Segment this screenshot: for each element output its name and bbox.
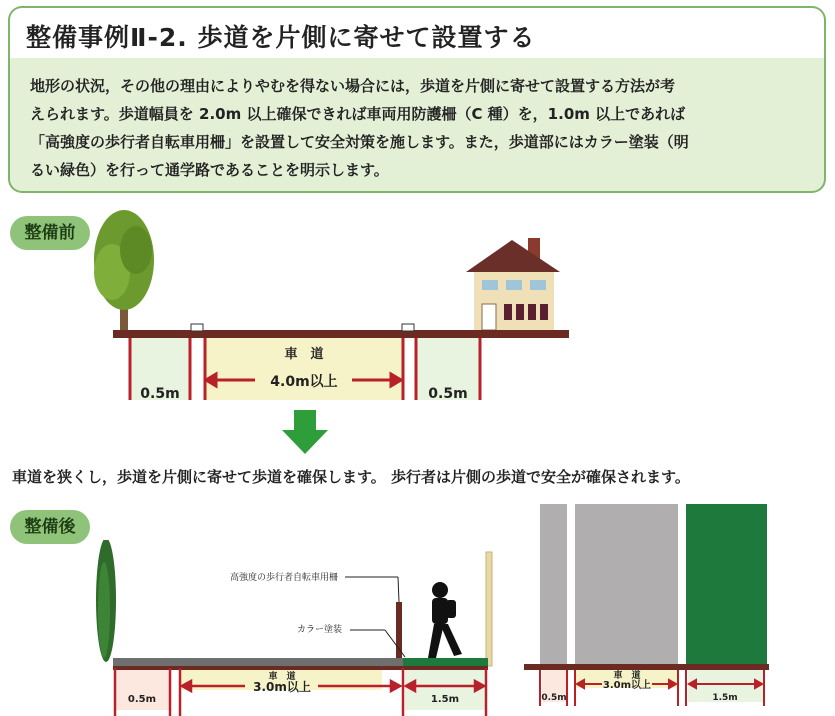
paint-callout-label: カラー塗装 (297, 625, 343, 635)
after-diagram (0, 540, 520, 716)
tree-icon (94, 210, 154, 335)
plan-diagram (520, 500, 820, 710)
dim-right-before: 0.5m (428, 386, 468, 402)
plan-dim-center: 3.0m以上 (602, 680, 652, 691)
plan-dim-left: 0.5m (541, 693, 567, 703)
dim-left-after: 0.5m (127, 694, 157, 705)
description-line: 地形の状況，その他の理由によりやむを得ない場合には，歩道を片側に寄せて設置する方法が考 (30, 77, 676, 95)
dim-center-before: 4.0m以上 (270, 374, 338, 390)
dim-right-after: 1.5m (430, 694, 460, 705)
transition-caption: 車道を狭くし，歩道を片側に寄せて歩道を確保します。 歩行者は片側の歩道で安全が確保されます。 (12, 468, 690, 486)
before-diagram (0, 200, 835, 410)
tree-icon (96, 540, 116, 662)
dim-center-after: 3.0m以上 (253, 680, 311, 694)
road-label-before: 車 道 (284, 347, 324, 362)
road-surface-gray (113, 658, 403, 666)
description-line: 「高強度の歩行者自転車用柵」を設置して安全対策を施します。また，歩道部にはカラー塗装（明 (30, 133, 689, 151)
pedestrian-child-icon (428, 582, 462, 658)
plan-road-gray (575, 504, 678, 664)
page-title: 整備事例Ⅱ-2. 歩道を片側に寄せて設置する (26, 23, 536, 52)
badge-before: 整備前 (10, 216, 90, 250)
description-line: るい緑色）を行って通学路であることを明示します。 (30, 161, 389, 179)
fence-callout-label: 高強度の歩行者自転車用柵 (230, 573, 339, 583)
house-icon (466, 238, 560, 330)
dim-left-before: 0.5m (140, 386, 180, 402)
description-text (30, 72, 810, 184)
plan-sidewalk-green (686, 504, 767, 664)
sidewalk-surface-green (403, 658, 488, 666)
plan-shoulder-gray (540, 504, 567, 664)
down-arrow-icon (280, 410, 330, 456)
plan-dim-right: 1.5m (712, 693, 738, 703)
curb-left (191, 324, 203, 331)
road-surface (113, 330, 569, 338)
road-label-after: 車 道 (268, 672, 296, 682)
plan-road-label: 車 道 (613, 671, 641, 681)
curb-right (402, 324, 414, 331)
badge-after: 整備後 (10, 510, 90, 544)
pole (486, 552, 492, 666)
plan-base (524, 664, 769, 670)
description-line: えられます。歩道幅員を 2.0m 以上確保できれば車両用防護柵（C 種）を，1.0m 以上であれば (30, 105, 686, 123)
